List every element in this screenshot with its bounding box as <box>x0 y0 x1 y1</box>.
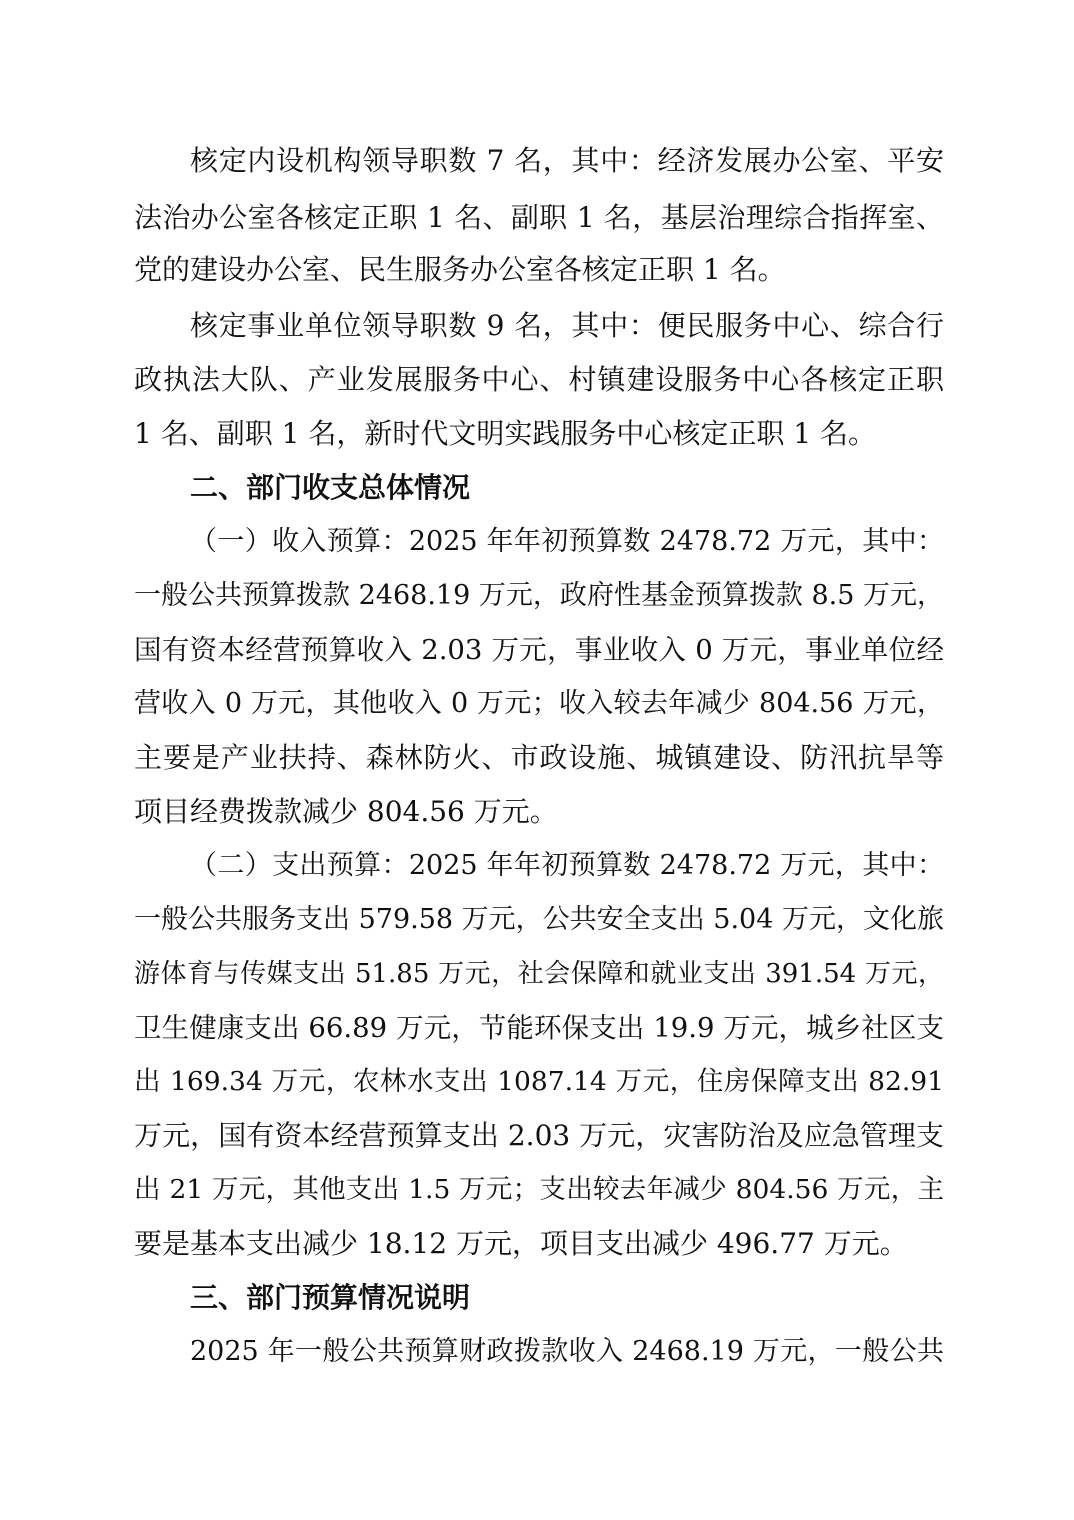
text-line: 万元，国有资本经营预算支出 2.03 万元，灾害防治及应急管理支 <box>134 1119 944 1152</box>
text-line: 一般公共预算拨款 2468.19 万元，政府性基金预算拨款 8.5 万元， <box>134 580 944 611</box>
text-line: （二）支出预算：2025 年年初预算数 2478.72 万元，其中： <box>190 850 944 881</box>
text-line: 政执法大队、产业发展服务中心、村镇建设服务中心各核定正职 <box>134 363 944 396</box>
text-line: 国有资本经营预算收入 2.03 万元，事业收入 0 万元，事业单位经 <box>134 634 944 666</box>
text-line: 2025 年一般公共预算财政拨款收入 2468.19 万元，一般公共 <box>190 1336 944 1367</box>
text-line: 1 名、副职 1 名，新时代文明实践服务中心核定正职 1 名。 <box>134 417 876 450</box>
text-line: 核定事业单位领导职数 9 名，其中：便民服务中心、综合行 <box>190 309 944 342</box>
section-heading: 二、部门收支总体情况 <box>190 471 471 504</box>
text-line: 一般公共服务支出 579.58 万元，公共安全支出 5.04 万元，文化旅 <box>134 904 944 935</box>
text-line: 主要是产业扶持、森林防火、市政设施、城镇建设、防汛抗旱等 <box>134 741 944 774</box>
text-line: 卫生健康支出 66.89 万元，节能环保支出 19.9 万元，城乡社区支 <box>134 1012 944 1044</box>
text-line: 营收入 0 万元，其他收入 0 万元；收入较去年减少 804.56 万元， <box>134 688 944 719</box>
text-line: 党的建设办公室、民生服务办公室各核定正职 1 名。 <box>134 253 786 286</box>
text-line: 法治办公室各核定正职 1 名、副职 1 名，基层治理综合指挥室、 <box>134 201 944 234</box>
text-line: 游体育与传媒支出 51.85 万元，社会保障和就业支出 391.54 万元， <box>134 959 944 989</box>
text-line: 要是基本支出减少 18.12 万元，项目支出减少 496.77 万元。 <box>134 1227 908 1260</box>
text-line: （一）收入预算：2025 年年初预算数 2478.72 万元，其中： <box>190 526 944 557</box>
text-line: 出 21 万元，其他支出 1.5 万元；支出较去年减少 804.56 万元，主 <box>134 1174 944 1205</box>
section-heading: 三、部门预算情况说明 <box>190 1281 471 1314</box>
text-line: 项目经费拨款减少 804.56 万元。 <box>134 795 558 828</box>
text-line: 核定内设机构领导职数 7 名，其中：经济发展办公室、平安 <box>190 144 944 177</box>
text-line: 出 169.34 万元，农林水支出 1087.14 万元，住房保障支出 82.91 <box>134 1066 944 1097</box>
